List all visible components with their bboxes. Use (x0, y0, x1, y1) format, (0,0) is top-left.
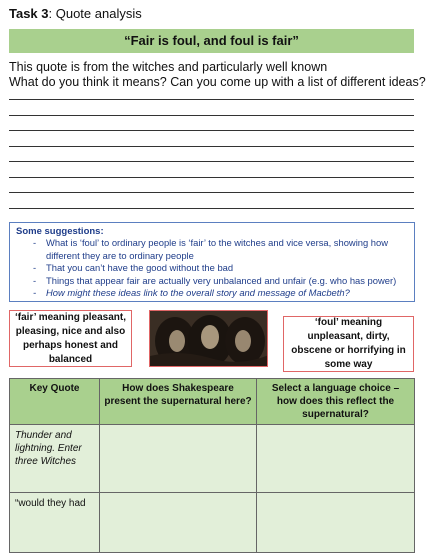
suggestion-item: - How might these ideas link to the overall story and message of Macbeth? (46, 287, 408, 300)
intro-line-1: This quote is from the witches and particularly well known (9, 60, 328, 74)
intro-line-2: What do you think it means? Can you come up with a list of different ideas? (9, 75, 426, 89)
writing-line (9, 208, 414, 209)
task-title: : Quote analysis (48, 6, 142, 21)
writing-line (9, 161, 414, 162)
suggestion-item: - That you can’t have the good without the bad (46, 262, 408, 275)
quote-banner: “Fair is foul, and foul is fair” (9, 29, 414, 53)
writing-line (9, 99, 414, 100)
header-key-quote: Key Quote (10, 379, 100, 425)
table-row (10, 493, 415, 553)
suggestion-item: - Things that appear fair are actually very unbalanced and unfair (e.g. who has power) (46, 275, 408, 288)
writing-line (9, 146, 414, 147)
analysis-table (9, 378, 415, 553)
answer-cell[interactable] (100, 493, 257, 553)
key-quote-cell: “would they had (10, 493, 100, 553)
header-language-choice: Select a language choice – how does this reflect the supernatural? (257, 379, 415, 425)
answer-cell[interactable] (100, 425, 257, 493)
witches-image (149, 310, 268, 367)
fair-meaning-card (9, 310, 132, 367)
intro-text (9, 60, 426, 90)
writing-line (9, 192, 414, 193)
answer-cell[interactable] (257, 425, 415, 493)
foul-meaning-card (283, 316, 414, 372)
task-label: Task 3 (9, 6, 49, 21)
table-row (10, 425, 415, 493)
suggestion-item: - What is ‘foul’ to ordinary people is ‘fair’ to the witches and vice versa, showing how different they are to ordinary people (46, 237, 408, 262)
suggestions-list (16, 237, 408, 300)
header-supernatural: How does Shakespeare present the supernatural here? (100, 379, 257, 425)
writing-line (9, 115, 414, 116)
suggestions-heading: Some suggestions: (16, 226, 104, 237)
key-quote-cell: Thunder and lightning. Enter three Witches (10, 425, 100, 493)
writing-line (9, 130, 414, 131)
answer-cell[interactable] (257, 493, 415, 553)
table-header-row (10, 379, 415, 425)
task-heading (9, 6, 142, 21)
suggestions-box (9, 222, 415, 302)
foul-meaning-text: ‘foul’ meaning unpleasant, dirty, obscene or horrifying in some way (291, 317, 406, 370)
witches-illustration (150, 311, 268, 367)
writing-line (9, 177, 414, 178)
fair-meaning-text: ‘fair’ meaning pleasant, pleasing, nice and also perhaps honest and balanced (15, 311, 126, 365)
